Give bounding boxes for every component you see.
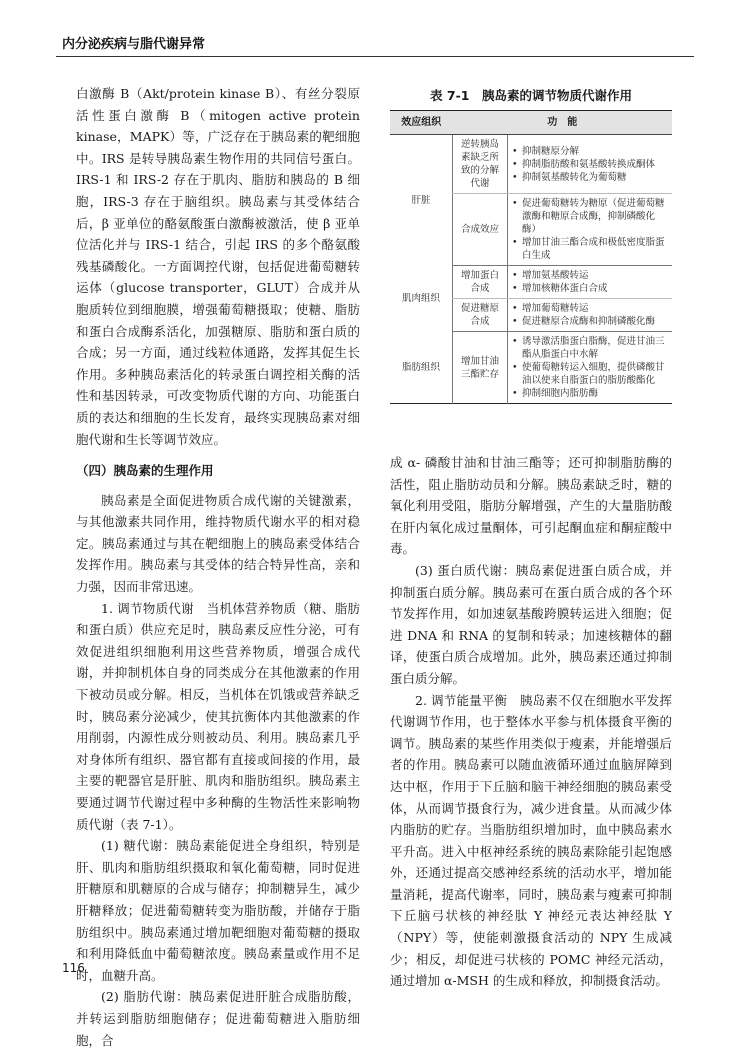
tissue-liver: 肝脏: [411, 194, 431, 206]
function-cell: [508, 194, 673, 266]
function-item: • 促进葡萄糖转为糖原（促进葡萄糖激酶和糖原合成酶，抑制磷酸化酶）: [512, 197, 668, 236]
function-item: • 增加氨基酸转运: [512, 269, 668, 282]
table-caption: 表 7-1 胰岛素的调节物质代谢作用: [430, 88, 632, 103]
function-cell: [508, 332, 673, 404]
paragraph: 2. 调节能量平衡 胰岛素不仅在细胞水平发挥代谢调节作用，也于整体水平参与机体摄食平衡的调节。胰岛素的某些作用类似于瘦素，并能增强后者的作用。胰岛素可以随血液循环通过血脑屏障到达中枢，作用于下丘脑和脑干神经细胞的胰岛素受体，从而调节摄食行为，减少进食量。从而减少体内脂肪的贮存。当脂肪组织增加时，血中胰岛素水平升高。进入中枢神经系统的胰岛素除能引起饱感外，还通过提高交感神经系统的活动水平，增加能量消耗，提高代谢率，同时，胰岛素与瘦素可抑制下丘脑弓状核的神经肽 Y 神经元表达神经肽 Y（NPY）等，使能刺激摄食活动的 NPY 生成减少；相反，却促进弓状核的 POMC 神经元活动，通过增加 α-MSH 的生成和释放，抑制摄食活动。: [390, 692, 672, 989]
function-item: • 抑制氨基酸转化为葡萄糖: [512, 171, 668, 184]
function-item: • 增加葡萄糖转运: [512, 302, 668, 315]
paragraph: 1. 调节物质代谢 当机体营养物质（糖、脂肪和蛋白质）供应充足时，胰岛素反应性分泌，可有效促进组织细胞利用这些营养物质，增强合成代谢，并抑制机体自身的同类成分在其他激素的作用下被动员或分解。相反，当机体在饥饿或营养缺乏时，胰岛素分泌减少，使其抗衡体内其他激素的作用削弱，内源性成分则被动员、利用。胰岛素几乎对身体所有组织、器官都有直接或间接的作用，最主要的靶器官是肝脏、肌肉和脂肪组织。胰岛素主要通过调节代谢过程中多种酶的生物活性来影响物质代谢（表 7-1）。: [76, 600, 360, 832]
table-row: [390, 266, 672, 299]
section-heading: （四）胰岛素的生理作用: [76, 463, 214, 479]
paragraph: 白激酶 B（Akt/protein kinase B）、有丝分裂原活性蛋白激酶 B（mitogen active protein kinase，MAPK）等，广泛存在于胰岛素的靶细胞中。IRS 是转导胰岛素生物作用的共同信号蛋白。IRS-1 和 IRS-2 存在于肌肉、脂肪和胰岛的 B 细胞，IRS-3 存在于脑组织。胰岛素与其受体结合后，β 亚单位的酪氨酸蛋白激酶被激活，使 β 亚单位活化并与 IRS-1 结合，引起 IRS 的多个酪氨酸残基磷酸化。一方面调控代谢，包括促进葡萄糖转运体（glucose transporter，GLUT）合成并从胞质转位到细胞膜，增强葡萄糖摄取；使糖、脂肪和蛋白合成酶系活化，加强糖原、脂肪和蛋白质的合成；另一方面，通过线粒体通路，发挥其促生长作用。多种胰岛素活化的转录蛋白调控相关酶的活性和基因转录，可改变物质代谢的方向、功能蛋白质的表达和细胞的生长发育，最终实现胰岛素对细胞代谢和生长等调节效应。: [76, 86, 360, 447]
function-cell: [508, 299, 673, 332]
function-item: • 抑制细胞内脂肪酶: [512, 387, 668, 400]
paragraph: (3) 蛋白质代谢：胰岛素促进蛋白质合成，并抑制蛋白质分解。胰岛素可在蛋白质合成的各个环节发挥作用，如加速氨基酸跨膜转运进入细胞；促进 DNA 和 RNA 的复制和转录；加速核糖体的翻译，使蛋白质合成增加。此外，胰岛素还通过抑制蛋白质分解。: [390, 562, 672, 686]
right-column: [390, 452, 672, 992]
function-item: • 抑制糖原分解: [512, 145, 668, 158]
table-container: [390, 110, 672, 404]
effect-cell: 增加甘油三酯贮存: [453, 332, 508, 404]
paragraph: (1) 糖代谢：胰岛素能促进全身组织，特别是肝、肌肉和脂肪组织摄取和氧化葡萄糖，同时促进肝糖原和肌糖原的合成与储存；抑制糖异生，减少肝糖释放；促进葡萄糖转变为脂肪酸，并储存于脂肪组织中。胰岛素通过增加靶细胞对葡萄糖的摄取和利用降低血中葡萄糖浓度。胰岛素量或作用不足时，血糖升高。: [76, 838, 360, 983]
function-cell: [508, 266, 673, 299]
function-item: • 增加核糖体蛋白合成: [512, 282, 668, 295]
paragraph: 胰岛素是全面促进物质合成代谢的关键激素，与其他激素共同作用，维持物质代谢水平的相对稳定。胰岛素通过与其在靶细胞上的胰岛素受体结合发挥作用。胰岛素与其受体的结合特异性高，亲和力强，因而非常迅速。: [76, 492, 360, 595]
function-item: • 使葡萄糖转运入细胞，提供磷酸甘油以使来自脂蛋白的脂肪酸酯化: [512, 361, 668, 387]
function-item: • 诱导激活脂蛋白脂酶，促进甘油三酯从脂蛋白中水解: [512, 335, 668, 361]
tissue-fat: 脂肪组织: [401, 361, 440, 373]
paragraph: 成 α- 磷酸甘油和甘油三酯等；还可抑制脂肪酶的活性，阻止脂肪动员和分解。胰岛素缺乏时，糖的氧化利用受阻，脂肪分解增强，产生的大量脂肪酸在肝内氧化成过量酮体，可引起酮血症和酮症酸中毒。: [390, 455, 672, 557]
tissue-muscle: 肌肉组织: [401, 293, 440, 304]
page-number: 116: [62, 961, 85, 975]
function-cell: [508, 135, 673, 194]
paragraph: (2) 脂肪代谢：胰岛素促进肝脏合成脂肪酸，并转运到脂肪细胞储存；促进葡萄糖进入脂肪细胞，合: [76, 989, 360, 1048]
table-row: [390, 332, 672, 404]
function-item: • 促进糖原合成酶和抑制磷酸化酶: [512, 315, 668, 328]
effect-cell: 增加蛋白合成: [453, 266, 508, 299]
function-item: • 抑制脂肪酸和氨基酸转换成酮体: [512, 158, 668, 171]
header-cell-function: 功 能: [453, 111, 673, 135]
running-head: 内分泌疾病与脂代谢异常: [62, 37, 206, 52]
function-item: • 增加甘油三酯合成和极低密度脂蛋白生成: [512, 236, 668, 262]
effect-cell: 逆转胰岛素缺乏所致的分解代谢: [453, 135, 508, 194]
effect-cell: 促进糖原合成: [453, 299, 508, 332]
left-column: [76, 83, 360, 1051]
insulin-regulation-table: [390, 110, 672, 404]
table-header-row: [390, 111, 672, 135]
table-row: [390, 135, 672, 194]
header-rule: [56, 56, 694, 57]
effect-cell: 合成效应: [453, 194, 508, 266]
header-cell-tissue: 效应组织: [390, 111, 453, 135]
